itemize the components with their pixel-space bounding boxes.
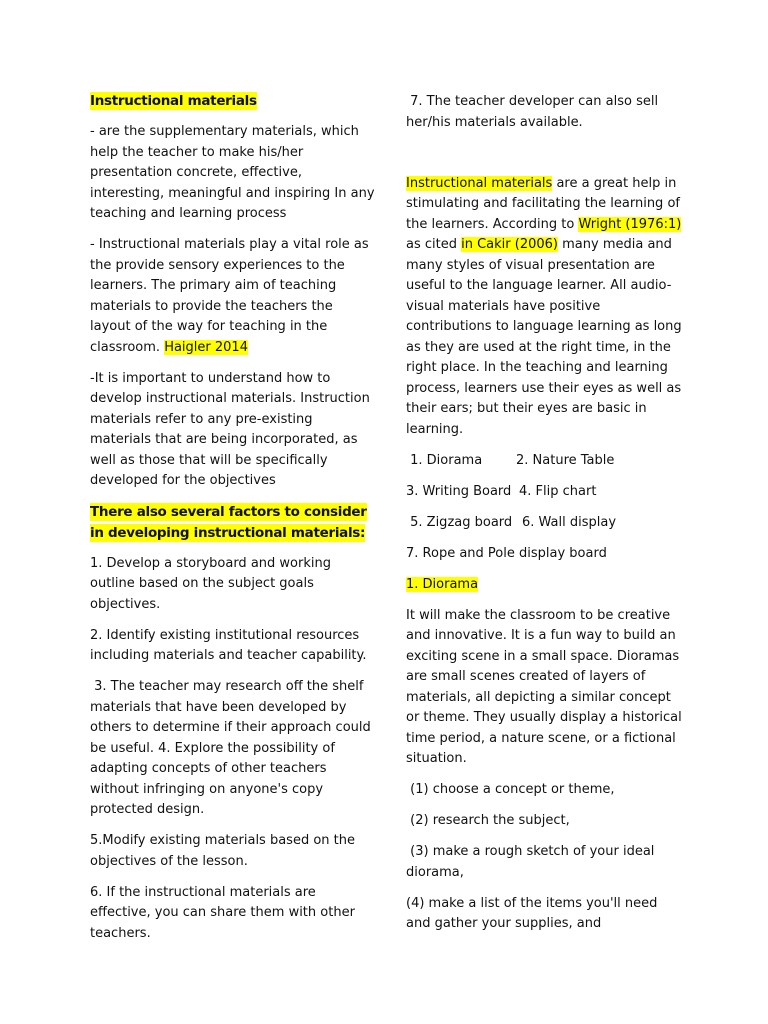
diorama-description: It will make the classroom to be creative and innovative. It is a fun way to build an exciting scene in a small space. Dioramas are small scenes created of layers of materials, all depicting a similar concept or theme. They usually display a historical time period, a nature scene, or a fictional situation. (406, 607, 682, 766)
list-item-writing-board: 3. Writing Board (406, 483, 512, 499)
citation-cakir: in Cakir (2006) (461, 237, 558, 252)
paragraph-intro: Instructional materials are a great help in stimulating and facilitating the learning of the learners. According to Wright (1976:1) as cited in Cakir (2006) many media and many styles of visual presentation are useful to the language learner. All audio- visual materials have positive contributions to language learning as long as they are used at the right time, in the right place. In the teaching and learning process, learners use their eyes as well as their ears; but their eyes are basic in learning. (406, 175, 686, 437)
list-row-3 (406, 513, 684, 534)
spacer (406, 144, 684, 174)
step-item-3: 3. The teacher may research off the shelf materials that have been developed by others to determine if their approach could be useful. 4. Explore the possibility of adapting concepts of other teachers without infringing on anyone's copy protected design. (90, 679, 375, 817)
diorama-step-4: (4) make a list of the items you'll need and gather your supplies, and (406, 895, 658, 931)
list-item-zigzag-board: 5. Zigzag board (406, 514, 513, 530)
citation-wright: Wright (1976:1) (578, 216, 682, 232)
citation-haigler: Haigler 2014 (164, 339, 248, 355)
diorama-step-1: (1) choose a concept or theme, (406, 782, 615, 797)
step-item-5: 5.Modify existing materials based on the objectives of the lesson. (90, 833, 355, 869)
step-item-1: 1. Develop a storyboard and working outline based on the subject goals objectives. (90, 555, 331, 612)
factors-heading: There also several factors to consider in developing instructional materials: (90, 504, 367, 541)
list-item-flip-chart: 4. Flip chart (519, 483, 597, 499)
paragraph-definition: - are the supplementary materials, which help the teacher to make his/her presentation concrete, effective, interesting, meaningful and inspiring In any teaching and learning process (90, 124, 375, 221)
list-row-2 (406, 482, 684, 503)
list-item-rope-pole: 7. Rope and Pole display board (406, 545, 607, 561)
list-item-wall-display: 6. Wall display (522, 514, 617, 530)
section-title: Instructional materials (90, 93, 257, 109)
list-item-nature-table: 2. Nature Table (516, 452, 615, 468)
diorama-heading: 1. Diorama (406, 576, 479, 592)
paragraph-importance: -It is important to understand how to develop instructional materials. Instruction materials refer to any pre-existing materials that are being incorporated, as well as those that will be specifically developed for the objectives (90, 370, 370, 488)
left-column (90, 91, 375, 955)
right-column (406, 92, 684, 945)
diorama-step-2: (2) research the subject, (406, 813, 570, 828)
step-item-7: 7. The teacher developer can also sell her/his materials available. (406, 94, 663, 130)
step-item-6: 6. If the instructional materials are effective, you can share them with other teachers. (90, 884, 355, 941)
paragraph-role: - Instructional materials play a vital role as the provide sensory experiences to the learners. The primary aim of teaching materials to provide the teachers the layout of the way for teaching in the classroom. Haigler 2014 (90, 237, 369, 355)
list-row-1 (406, 451, 684, 472)
list-item-diorama: 1. Diorama (406, 452, 483, 468)
list-row-4 (406, 544, 684, 565)
diorama-step-3: (3) make a rough sketch of your ideal diorama, (406, 844, 659, 880)
highlight-instructional-materials: Instructional materials (406, 175, 553, 191)
step-item-2: 2. Identify existing institutional resources including materials and teacher capability. (90, 627, 367, 663)
